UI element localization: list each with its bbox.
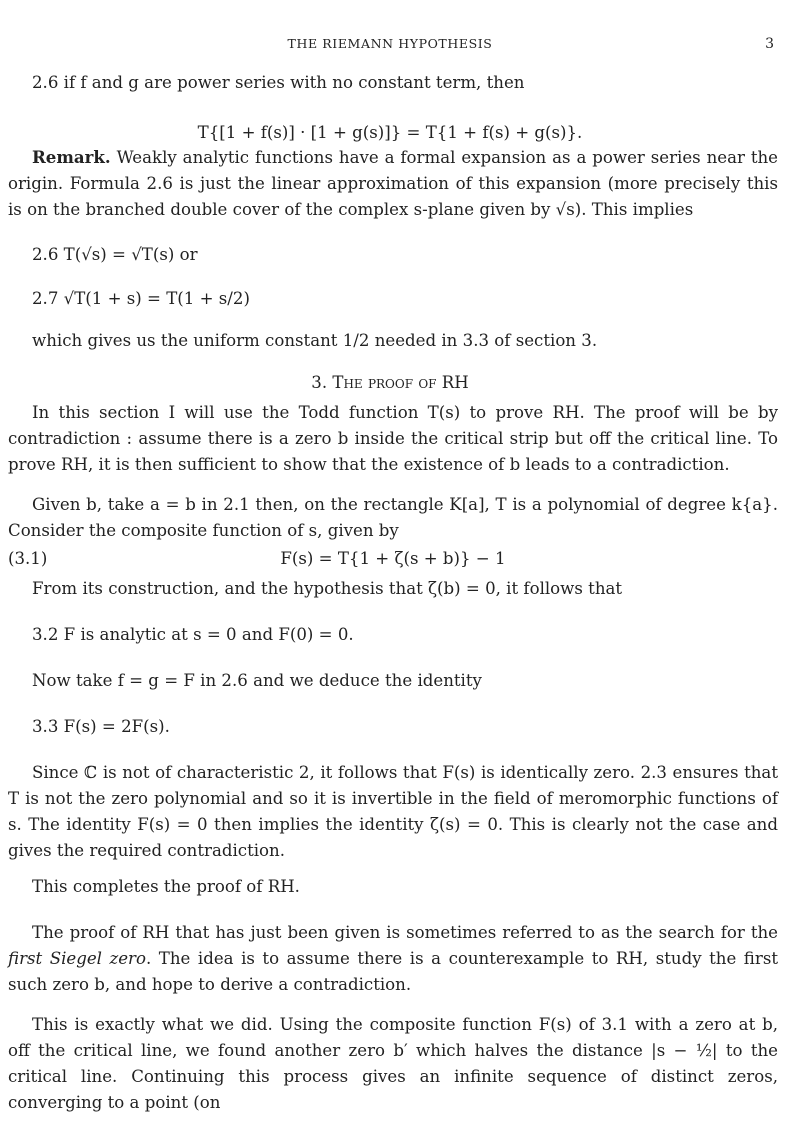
paragraph-given-b: Given b, take a = b in 2.1 then, on the rectangle K[a], T is a polynomial of degree k{a}. Consider the composite function of s, given by xyxy=(8,495,778,540)
paragraph-intro: In this section I will use the Todd function T(s) to prove RH. The proof will be by contradiction : assume there is a zero b inside the critical strip but off the critical line. To prove RH, it is then sufficient to show that the existence of b leads to a contradiction. xyxy=(8,403,778,474)
item-3-2: 3.2 F is analytic at s = 0 and F(0) = 0. xyxy=(32,625,354,644)
equation-2-7: 2.7 √T(1 + s) = T(1 + s/2) xyxy=(32,289,250,308)
paragraph-take-f-g: Now take f = g = F in 2.6 and we deduce the identity xyxy=(32,671,482,690)
paragraph-construction: From its construction, and the hypothesis that ζ(b) = 0, it follows that xyxy=(32,579,623,598)
running-header xyxy=(0,36,800,56)
siegel-emphasis: first Siegel zero xyxy=(8,949,146,968)
running-title: THE RIEMANN HYPOTHESIS xyxy=(287,36,493,51)
item-2-6: 2.6 if f and g are power series with no constant term, then xyxy=(32,73,525,92)
constant-sentence: which gives us the uniform constant 1/2 needed in 3.3 of section 3. xyxy=(32,331,598,350)
paragraph-completes: This completes the proof of RH. xyxy=(32,877,300,896)
paragraph-exactly: This is exactly what we did. Using the composite function F(s) of 3.1 with a zero at b, off the critical line, we found another zero b′ which halves the distance |s − ½| to the critical line. Continuing this process gives an infinite sequence of distinct zeros, converging to a point (on xyxy=(8,1015,778,1112)
equation-3-1: F(s) = T{1 + ζ(s + b)} − 1 xyxy=(280,549,506,568)
section-3-heading: 3. The proof of RH xyxy=(311,373,469,392)
equation-2-6b: 2.6 T(√s) = √T(s) or xyxy=(32,245,198,264)
paragraph-siegel xyxy=(8,920,778,998)
paragraph-characteristic: Since ℂ is not of characteristic 2, it follows that F(s) is identically zero. 2.3 ensures that T is not the zero polynomial and so it is invertible in the field of meromorphic functions of s. The identity F(s) = 0 then implies the identity ζ(s) = 0. This is clearly not the case and gives the required contradiction. xyxy=(8,763,778,860)
remark-paragraph xyxy=(8,144,778,223)
page-number: 3 xyxy=(765,36,774,52)
siegel-text-a: The proof of RH that has just been given is sometimes referred to as the search for the xyxy=(32,923,778,942)
remark-text: Weakly analytic functions have a formal expansion as a power series near the origin. Formula 2.6 is just the linear approximation of this expansion (more precisely this is on the branched double cover of the complex s-plane given by √s). This implies xyxy=(8,148,778,219)
siegel-text-b: . The idea is to assume there is a counterexample to RH, study the first such zero b, and hope to derive a contradiction. xyxy=(8,949,778,994)
item-3-3: 3.3 F(s) = 2F(s). xyxy=(32,717,170,736)
equation-3-1-number: (3.1) xyxy=(8,549,48,568)
equation-2-6: T{[1 + f(s)] · [1 + g(s)]} = T{1 + f(s) + g(s)}. xyxy=(197,123,583,142)
remark-label: Remark. xyxy=(32,147,111,167)
